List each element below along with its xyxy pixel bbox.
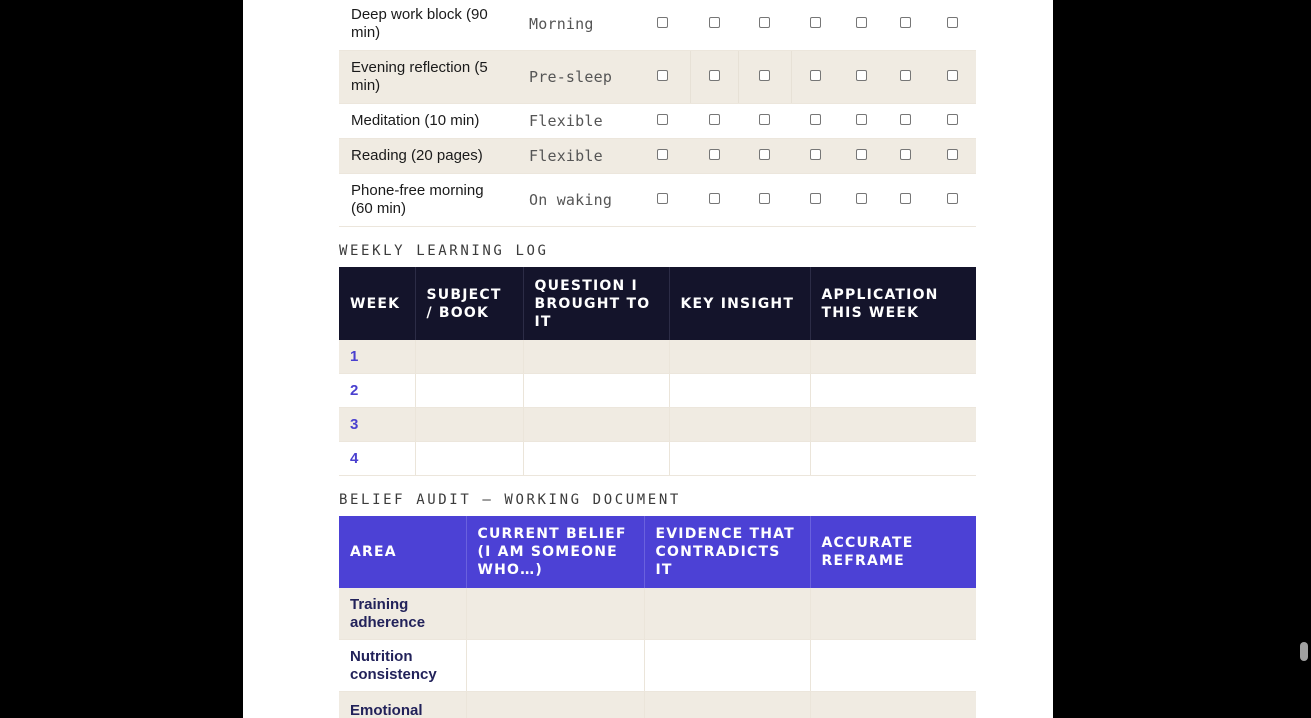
table-cell[interactable] — [810, 640, 976, 692]
belief-area: Training adherence — [339, 588, 466, 640]
table-cell[interactable] — [644, 588, 810, 640]
day-checkbox[interactable] — [657, 70, 668, 81]
column-header: ACCURATE REFRAME — [810, 516, 976, 588]
belief-area: Nutrition consistency — [339, 640, 466, 692]
day-checkbox[interactable] — [947, 193, 958, 204]
day-checkbox[interactable] — [856, 149, 867, 160]
column-header: QUESTION I BROUGHT TO IT — [523, 267, 669, 340]
day-checkbox[interactable] — [657, 17, 668, 28]
table-cell[interactable] — [669, 340, 810, 374]
habit-time: Flexible — [515, 139, 635, 174]
table-cell[interactable] — [415, 340, 523, 374]
table-cell[interactable] — [466, 640, 644, 692]
column-header: AREA — [339, 516, 466, 588]
day-checkbox[interactable] — [856, 17, 867, 28]
table-cell[interactable] — [523, 442, 669, 476]
habit-time: Pre-sleep — [515, 51, 635, 104]
column-header: KEY INSIGHT — [669, 267, 810, 340]
day-checkbox[interactable] — [759, 149, 770, 160]
habit-time: On waking — [515, 174, 635, 227]
belief-audit-table — [339, 516, 976, 718]
table-cell[interactable] — [810, 442, 976, 476]
habit-row — [339, 104, 976, 139]
table-cell[interactable] — [466, 588, 644, 640]
table-row — [339, 408, 976, 442]
day-checkbox[interactable] — [900, 17, 911, 28]
table-cell[interactable] — [415, 442, 523, 476]
day-checkbox[interactable] — [709, 114, 720, 125]
table-row — [339, 640, 976, 692]
day-checkbox[interactable] — [657, 114, 668, 125]
table-cell[interactable] — [669, 408, 810, 442]
table-cell[interactable] — [415, 374, 523, 408]
day-checkbox[interactable] — [900, 149, 911, 160]
day-checkbox[interactable] — [900, 114, 911, 125]
day-checkbox[interactable] — [709, 149, 720, 160]
day-checkbox[interactable] — [900, 193, 911, 204]
day-checkbox[interactable] — [709, 17, 720, 28]
habit-row — [339, 0, 976, 51]
column-header: SUBJECT / BOOK — [415, 267, 523, 340]
habit-row — [339, 51, 976, 104]
table-row — [339, 442, 976, 476]
day-checkbox[interactable] — [810, 114, 821, 125]
day-checkbox[interactable] — [759, 114, 770, 125]
table-cell[interactable] — [669, 442, 810, 476]
table-cell[interactable] — [810, 588, 976, 640]
belief-audit-header-row — [339, 516, 976, 588]
column-header: EVIDENCE THAT CONTRADICTS IT — [644, 516, 810, 588]
day-checkbox[interactable] — [856, 193, 867, 204]
week-number: 2 — [339, 374, 415, 408]
table-cell[interactable] — [810, 374, 976, 408]
habit-name: Phone-free morning (60 min) — [339, 174, 515, 227]
day-checkbox[interactable] — [947, 70, 958, 81]
table-cell[interactable] — [810, 692, 976, 718]
day-checkbox[interactable] — [810, 193, 821, 204]
day-checkbox[interactable] — [900, 70, 911, 81]
day-checkbox[interactable] — [947, 17, 958, 28]
day-checkbox[interactable] — [759, 70, 770, 81]
learning-log-title: WEEKLY LEARNING LOG — [339, 243, 549, 259]
belief-audit-title: BELIEF AUDIT — WORKING DOCUMENT — [339, 492, 681, 508]
week-number: 1 — [339, 340, 415, 374]
table-cell[interactable] — [644, 640, 810, 692]
table-cell[interactable] — [644, 692, 810, 718]
column-header: APPLICATION THIS WEEK — [810, 267, 976, 340]
habit-time: Flexible — [515, 104, 635, 139]
belief-area: Emotional — [339, 692, 466, 718]
vertical-scrollbar[interactable] — [1296, 0, 1311, 718]
habit-name: Reading (20 pages) — [339, 139, 515, 174]
day-checkbox[interactable] — [810, 149, 821, 160]
table-cell[interactable] — [810, 408, 976, 442]
table-cell[interactable] — [523, 340, 669, 374]
habit-name: Meditation (10 min) — [339, 104, 515, 139]
day-checkbox[interactable] — [657, 193, 668, 204]
table-row — [339, 340, 976, 374]
week-number: 4 — [339, 442, 415, 476]
habit-time: Morning — [515, 0, 635, 51]
learning-log-table — [339, 267, 976, 476]
habit-name: Evening reflection (5 min) — [339, 51, 515, 104]
day-checkbox[interactable] — [856, 114, 867, 125]
day-checkbox[interactable] — [709, 193, 720, 204]
habit-name: Deep work block (90 min) — [339, 0, 515, 51]
day-checkbox[interactable] — [657, 149, 668, 160]
document-page — [243, 0, 1053, 718]
table-row — [339, 588, 976, 640]
column-header: WEEK — [339, 267, 415, 340]
day-checkbox[interactable] — [947, 114, 958, 125]
day-checkbox[interactable] — [709, 70, 720, 81]
table-cell[interactable] — [810, 340, 976, 374]
habit-row — [339, 139, 976, 174]
table-cell[interactable] — [669, 374, 810, 408]
day-checkbox[interactable] — [810, 17, 821, 28]
table-row — [339, 692, 976, 718]
day-checkbox[interactable] — [856, 70, 867, 81]
day-checkbox[interactable] — [759, 17, 770, 28]
day-checkbox[interactable] — [810, 70, 821, 81]
document-content — [339, 0, 976, 718]
week-number: 3 — [339, 408, 415, 442]
day-checkbox[interactable] — [759, 193, 770, 204]
table-cell[interactable] — [523, 374, 669, 408]
table-cell[interactable] — [466, 692, 644, 718]
habit-tracker-table — [339, 0, 976, 227]
table-cell[interactable] — [523, 408, 669, 442]
habit-row — [339, 174, 976, 227]
learning-log-header-row — [339, 267, 976, 340]
table-row — [339, 374, 976, 408]
day-checkbox[interactable] — [947, 149, 958, 160]
column-header: CURRENT BELIEF (I AM SOMEONE WHO…) — [466, 516, 644, 588]
scrollbar-thumb[interactable] — [1300, 642, 1308, 661]
table-cell[interactable] — [415, 408, 523, 442]
